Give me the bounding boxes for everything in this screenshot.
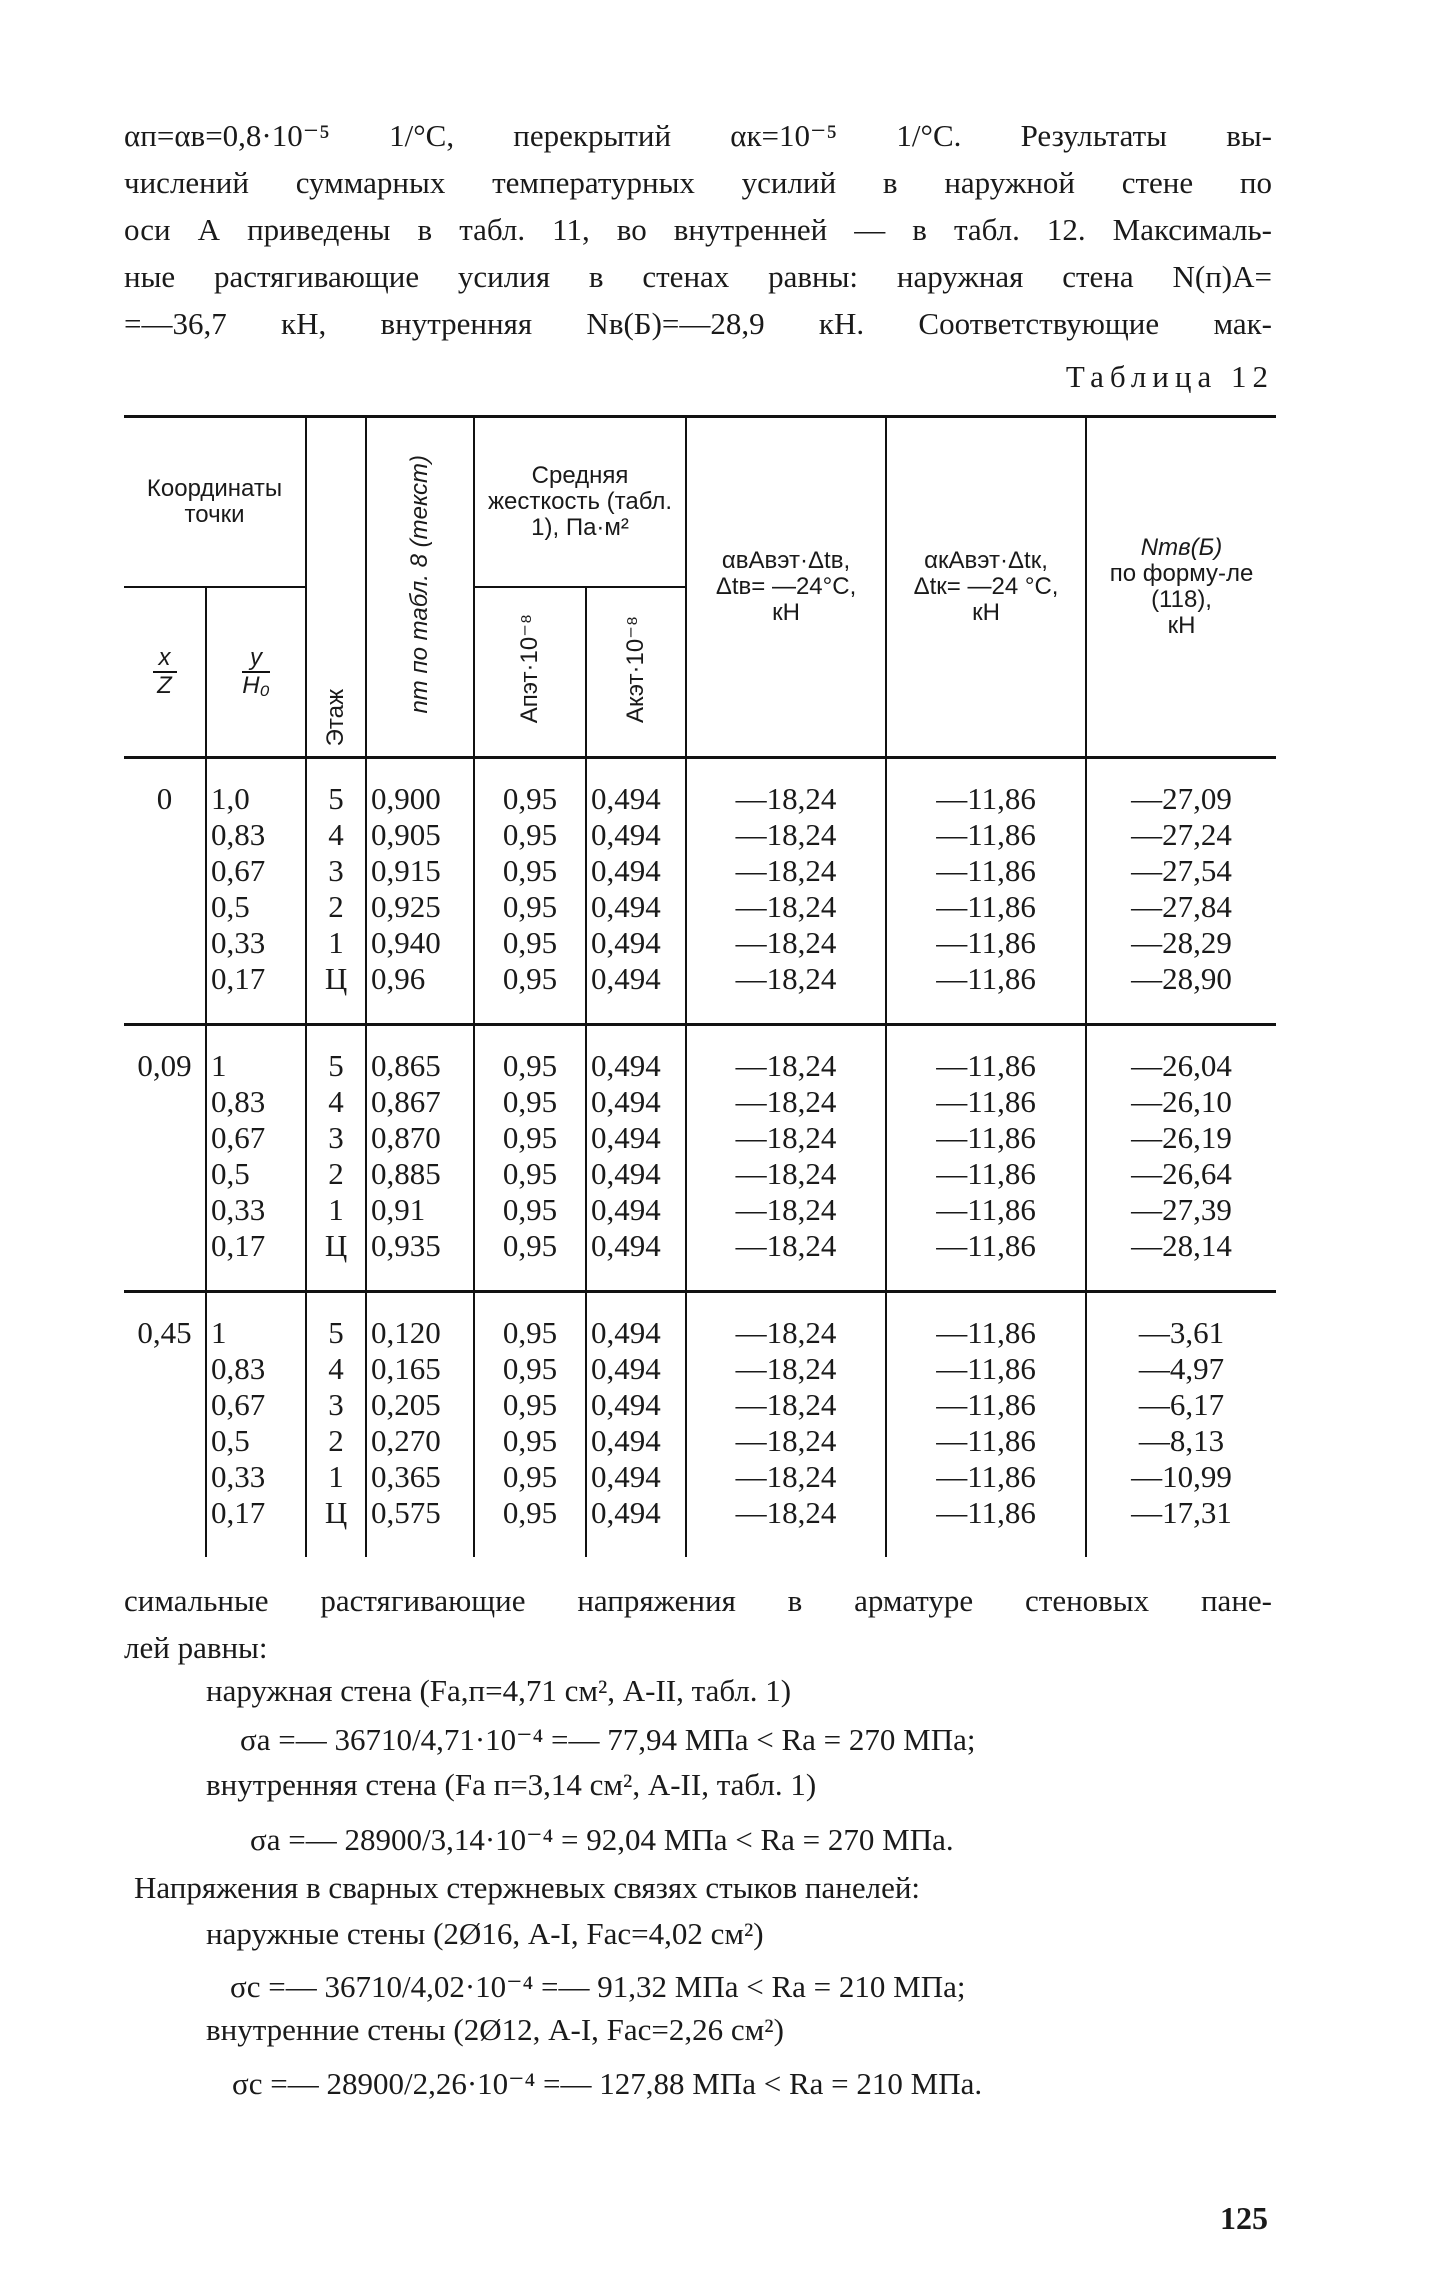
cell-value: 1,0 bbox=[211, 781, 250, 816]
cell-value: —4,97 bbox=[1138, 1351, 1225, 1386]
cell-value: 0,494 bbox=[591, 1459, 661, 1494]
cell-value: 0,940 bbox=[371, 925, 441, 960]
cell-value: 0,91 bbox=[371, 1192, 426, 1227]
cell-value: —28,29 bbox=[1131, 925, 1232, 960]
cell-value: 3 bbox=[328, 1120, 344, 1155]
cell-k bbox=[886, 1292, 1086, 1558]
cell-value: —18,24 bbox=[735, 1351, 837, 1386]
cell-value: —3,61 bbox=[1138, 1315, 1225, 1350]
text-line: числений суммарных температурных усилий в наружной стене по bbox=[124, 165, 1272, 200]
inner-walls-caption: внутренние стены (2Ø12, А-I, Fас=2,26 см²) bbox=[206, 2012, 784, 2047]
cell-value: —11,86 bbox=[936, 1048, 1036, 1083]
cell-value: 0,494 bbox=[591, 889, 661, 924]
text-line: ные растягивающие усилия в стенах равны: наружная стена N(п)А= bbox=[124, 259, 1272, 294]
cell-value: 0,885 bbox=[371, 1156, 441, 1191]
cell-value: —18,24 bbox=[735, 1495, 837, 1530]
cell-value: 0,95 bbox=[502, 1228, 558, 1263]
cell-value: 0,95 bbox=[502, 1495, 558, 1530]
cell-value: 0,17 bbox=[211, 961, 266, 996]
cell-value: 0,67 bbox=[211, 1120, 266, 1155]
cell-value: 0,5 bbox=[211, 1423, 250, 1458]
outer-wall-caption: наружная стена (Fа,п=4,71 см², А-II, табл. 1) bbox=[206, 1673, 792, 1708]
cell-value: 0,95 bbox=[502, 1423, 558, 1458]
cell-value: 0,935 bbox=[371, 1228, 441, 1263]
cell-ak bbox=[586, 1025, 686, 1292]
cell-value: Ц bbox=[324, 1228, 348, 1263]
cell-value: —18,24 bbox=[735, 853, 837, 888]
bottom-paragraph bbox=[124, 1577, 1272, 1671]
cell-value: 0,870 bbox=[371, 1120, 441, 1155]
cell-value: 0,95 bbox=[502, 1120, 558, 1155]
cell-value: 0,67 bbox=[211, 1387, 266, 1422]
cell-value: —28,90 bbox=[1131, 961, 1232, 996]
welded-caption: Напряжения в сварных стержневых связях стыков панелей: bbox=[134, 1870, 921, 1905]
cell-value: —18,24 bbox=[735, 781, 837, 816]
cell-value: 0,95 bbox=[502, 1351, 558, 1386]
cell-value: —27,24 bbox=[1131, 817, 1232, 852]
cell-k bbox=[886, 1025, 1086, 1292]
cell-value: 0,494 bbox=[591, 1228, 661, 1263]
cell-value: 0,494 bbox=[591, 1120, 661, 1155]
cell-value: 4 bbox=[328, 1084, 344, 1119]
cell-nm bbox=[366, 1292, 474, 1558]
cell-value: —18,24 bbox=[735, 925, 837, 960]
cell-value: 0,95 bbox=[502, 853, 558, 888]
cell-value: —11,86 bbox=[936, 853, 1036, 888]
cell-value: —11,86 bbox=[936, 925, 1036, 960]
cell-value: —6,17 bbox=[1138, 1387, 1225, 1422]
header-y: $\frac{y}{\text{H₀}}$ bbox=[206, 587, 306, 758]
cell-x: 0 bbox=[156, 781, 173, 816]
cell-value: —10,99 bbox=[1131, 1459, 1232, 1494]
cell-value: —27,39 bbox=[1131, 1192, 1232, 1227]
cell-b bbox=[686, 1025, 886, 1292]
cell-y bbox=[206, 1292, 306, 1558]
cell-value: 0,494 bbox=[591, 1351, 661, 1386]
cell-value: —11,86 bbox=[936, 1351, 1036, 1386]
cell-value: —11,86 bbox=[936, 1120, 1036, 1155]
cell-value: 4 bbox=[328, 1351, 344, 1386]
cell-value: 0,494 bbox=[591, 853, 661, 888]
cell-value: 1 bbox=[328, 925, 344, 960]
cell-value: —26,04 bbox=[1131, 1048, 1232, 1083]
cell-value: 0,95 bbox=[502, 1459, 558, 1494]
text-line: оси А приведены в табл. 11, во внутренней — в табл. 12. Максималь- bbox=[124, 212, 1272, 247]
top-paragraph bbox=[124, 112, 1272, 347]
outer-walls-caption: наружные стены (2Ø16, А-I, Fас=4,02 см²) bbox=[206, 1916, 764, 1951]
cell-value: 0,95 bbox=[502, 1048, 558, 1083]
cell-value: 0,33 bbox=[211, 925, 266, 960]
cell-value: 0,95 bbox=[502, 889, 558, 924]
cell-value: 0,494 bbox=[591, 1423, 661, 1458]
table-body bbox=[124, 758, 1276, 1558]
cell-value: 3 bbox=[328, 1387, 344, 1422]
cell-value: —11,86 bbox=[936, 1459, 1036, 1494]
cell-value: 0,494 bbox=[591, 1495, 661, 1530]
cell-value: 0,95 bbox=[502, 925, 558, 960]
cell-value: —27,54 bbox=[1131, 853, 1232, 888]
cell-value: 0,95 bbox=[502, 1387, 558, 1422]
cell-value: 0,33 bbox=[211, 1192, 266, 1227]
cell-value: —26,10 bbox=[1131, 1084, 1232, 1119]
cell-value: —18,24 bbox=[735, 1192, 837, 1227]
cell-value: 0,494 bbox=[591, 781, 661, 816]
cell-value: 4 bbox=[328, 817, 344, 852]
header-coords: Координаты точки bbox=[124, 417, 306, 588]
page-number: 125 bbox=[1220, 2200, 1268, 2236]
cell-b bbox=[686, 758, 886, 1025]
cell-y bbox=[206, 758, 306, 1025]
cell-value: 0,95 bbox=[502, 1315, 558, 1350]
table-row-group bbox=[124, 1025, 1276, 1292]
inner-wall-caption: внутренняя стена (Fа п=3,14 см², А-II, табл. 1) bbox=[206, 1767, 817, 1802]
table-row-group bbox=[124, 758, 1276, 1025]
cell-value: 0,95 bbox=[502, 817, 558, 852]
cell-value: 0,95 bbox=[502, 781, 558, 816]
cell-value: —11,86 bbox=[936, 961, 1036, 996]
cell-value: 0,575 bbox=[371, 1495, 441, 1530]
cell-value: —11,86 bbox=[936, 781, 1036, 816]
cell-x: 0,09 bbox=[137, 1048, 192, 1083]
text-line: симальные растягивающие напряжения в арматуре стеновых пане- bbox=[124, 1583, 1272, 1618]
cell-value: 0,95 bbox=[502, 1156, 558, 1191]
header-col-n: Nmв(Б) по форму-ле (118), кН bbox=[1086, 417, 1276, 758]
cell-value: 0,165 bbox=[371, 1351, 441, 1386]
header-an: Aпэт·10⁻⁸ bbox=[474, 587, 586, 758]
cell-x: 0,45 bbox=[137, 1315, 192, 1350]
cell-n bbox=[1086, 1292, 1276, 1558]
cell-value: —18,24 bbox=[735, 817, 837, 852]
cell-value: 0,95 bbox=[502, 1084, 558, 1119]
cell-value: 0,494 bbox=[591, 1048, 661, 1083]
cell-value: 0,900 bbox=[371, 781, 441, 816]
cell-value: Ц bbox=[324, 961, 348, 996]
cell-b bbox=[686, 1292, 886, 1558]
cell-value: —18,24 bbox=[735, 1084, 837, 1119]
cell-value: —18,24 bbox=[735, 1228, 837, 1263]
cell-value: —11,86 bbox=[936, 1192, 1036, 1227]
cell-value: 5 bbox=[328, 1315, 344, 1350]
cell-value: —11,86 bbox=[936, 1495, 1036, 1530]
cell-value: 0,83 bbox=[211, 817, 266, 852]
table-caption: Таблица 12 bbox=[1065, 359, 1274, 394]
cell-value: 1 bbox=[211, 1315, 227, 1350]
cell-n bbox=[1086, 1025, 1276, 1292]
cell-value: 0,205 bbox=[371, 1387, 441, 1422]
cell-value: —18,24 bbox=[735, 1387, 837, 1422]
cell-k bbox=[886, 758, 1086, 1025]
cell-value: 0,494 bbox=[591, 1387, 661, 1422]
text-line: =—36,7 кН, внутренняя Nв(Б)=—28,9 кН. Соответствующие мак- bbox=[124, 306, 1272, 341]
cell-value: —11,86 bbox=[936, 1084, 1036, 1119]
cell-value: 2 bbox=[328, 889, 344, 924]
cell-value: —11,86 bbox=[936, 1228, 1036, 1263]
cell-ak bbox=[586, 758, 686, 1025]
cell-value: —18,24 bbox=[735, 1120, 837, 1155]
cell-value: 0,5 bbox=[211, 889, 250, 924]
cell-ak bbox=[586, 1292, 686, 1558]
cell-value: 0,865 bbox=[371, 1048, 441, 1083]
cell-value: 0,33 bbox=[211, 1459, 266, 1494]
cell-value: —18,24 bbox=[735, 1048, 837, 1083]
cell-value: —11,86 bbox=[936, 817, 1036, 852]
cell-value: 5 bbox=[328, 1048, 344, 1083]
text-line: αп=αв=0,8·10⁻⁵ 1/°С, перекрытий αк=10⁻⁵ 1/°С. Результаты вы- bbox=[124, 118, 1272, 153]
cell-value: —11,86 bbox=[936, 1156, 1036, 1191]
cell-nm bbox=[366, 1025, 474, 1292]
cell-value: Ц bbox=[324, 1495, 348, 1530]
cell-value: 2 bbox=[328, 1156, 344, 1191]
header-col-b: αвAвэт·Δtв, Δtв= —24°С, кН bbox=[686, 417, 886, 758]
cell-value: 0,95 bbox=[502, 961, 558, 996]
cell-value: —18,24 bbox=[735, 1459, 837, 1494]
cell-an bbox=[474, 1292, 586, 1558]
formula-3: σс =— 36710/4,02·10⁻⁴ =— 91,32 МПа < Rа = 210 МПа; bbox=[230, 1969, 966, 2004]
text-line: лей равны: bbox=[124, 1630, 268, 1665]
cell-value: 1 bbox=[328, 1192, 344, 1227]
formula-4: σс =— 28900/2,26·10⁻⁴ =— 127,88 МПа < Rа = 210 МПа. bbox=[232, 2066, 983, 2101]
cell-an bbox=[474, 1025, 586, 1292]
table-row-group bbox=[124, 1292, 1276, 1558]
header-nm: nm по табл. 8 (текст) bbox=[366, 417, 474, 758]
cell-value: —18,24 bbox=[735, 1156, 837, 1191]
cell-value: —26,64 bbox=[1131, 1156, 1232, 1191]
header-ak: Aкэт·10⁻⁸ bbox=[586, 587, 686, 758]
formula-2: σа =— 28900/3,14·10⁻⁴ = 92,04 МПа < Rа = 270 МПа. bbox=[250, 1822, 954, 1857]
cell-floor bbox=[306, 1292, 366, 1558]
cell-value: 0,494 bbox=[591, 1315, 661, 1350]
cell-value: 3 bbox=[328, 853, 344, 888]
data-table bbox=[124, 415, 1276, 1557]
cell-value: 0,17 bbox=[211, 1495, 266, 1530]
cell-value: 0,915 bbox=[371, 853, 441, 888]
cell-value: 0,494 bbox=[591, 925, 661, 960]
cell-value: 0,96 bbox=[371, 961, 426, 996]
cell-value: —18,24 bbox=[735, 961, 837, 996]
cell-y bbox=[206, 1025, 306, 1292]
cell-value: 0,270 bbox=[371, 1423, 441, 1458]
formula-1: σа =— 36710/4,71·10⁻⁴ =— 77,94 МПа < Rа = 270 МПа; bbox=[240, 1722, 976, 1757]
cell-value: —18,24 bbox=[735, 1315, 837, 1350]
cell-value: 0,494 bbox=[591, 1156, 661, 1191]
cell-value: 0,494 bbox=[591, 1084, 661, 1119]
cell-value: 0,867 bbox=[371, 1084, 441, 1119]
header-x: $\frac{x}{Z}$ bbox=[124, 587, 206, 758]
cell-value: 0,494 bbox=[591, 1192, 661, 1227]
cell-value: 0,365 bbox=[371, 1459, 441, 1494]
header-stiffness: Средняя жесткость (табл. 1), Па·м² bbox=[474, 417, 686, 588]
cell-value: 0,905 bbox=[371, 817, 441, 852]
cell-value: 0,95 bbox=[502, 1192, 558, 1227]
cell-nm bbox=[366, 758, 474, 1025]
cell-value: —18,24 bbox=[735, 889, 837, 924]
cell-value: —18,24 bbox=[735, 1423, 837, 1458]
cell-floor bbox=[306, 1025, 366, 1292]
cell-value: 0,67 bbox=[211, 853, 266, 888]
cell-value: —17,31 bbox=[1131, 1495, 1232, 1530]
cell-value: —8,13 bbox=[1138, 1423, 1225, 1458]
cell-value: —11,86 bbox=[936, 1315, 1036, 1350]
cell-n bbox=[1086, 758, 1276, 1025]
cell-value: —11,86 bbox=[936, 1423, 1036, 1458]
cell-an bbox=[474, 758, 586, 1025]
cell-value: —11,86 bbox=[936, 1387, 1036, 1422]
header-floor: Этаж bbox=[306, 417, 366, 758]
cell-value: —28,14 bbox=[1131, 1228, 1232, 1263]
cell-value: —27,09 bbox=[1131, 781, 1232, 816]
cell-value: 0,494 bbox=[591, 961, 661, 996]
cell-value: 0,83 bbox=[211, 1351, 266, 1386]
header-col-k: αкAвэт·Δtк, Δtк= —24 °С, кН bbox=[886, 417, 1086, 758]
cell-value: 5 bbox=[328, 781, 344, 816]
cell-value: —11,86 bbox=[936, 889, 1036, 924]
cell-value: 0,494 bbox=[591, 817, 661, 852]
cell-value: 0,5 bbox=[211, 1156, 250, 1191]
cell-value: —26,19 bbox=[1131, 1120, 1232, 1155]
cell-value: 0,925 bbox=[371, 889, 441, 924]
cell-value: 0,17 bbox=[211, 1228, 266, 1263]
cell-value: 1 bbox=[328, 1459, 344, 1494]
cell-value: 0,83 bbox=[211, 1084, 266, 1119]
cell-floor bbox=[306, 758, 366, 1025]
cell-value: 0,120 bbox=[371, 1315, 441, 1350]
cell-value: —27,84 bbox=[1131, 889, 1232, 924]
cell-value: 1 bbox=[211, 1048, 227, 1083]
cell-value: 2 bbox=[328, 1423, 344, 1458]
